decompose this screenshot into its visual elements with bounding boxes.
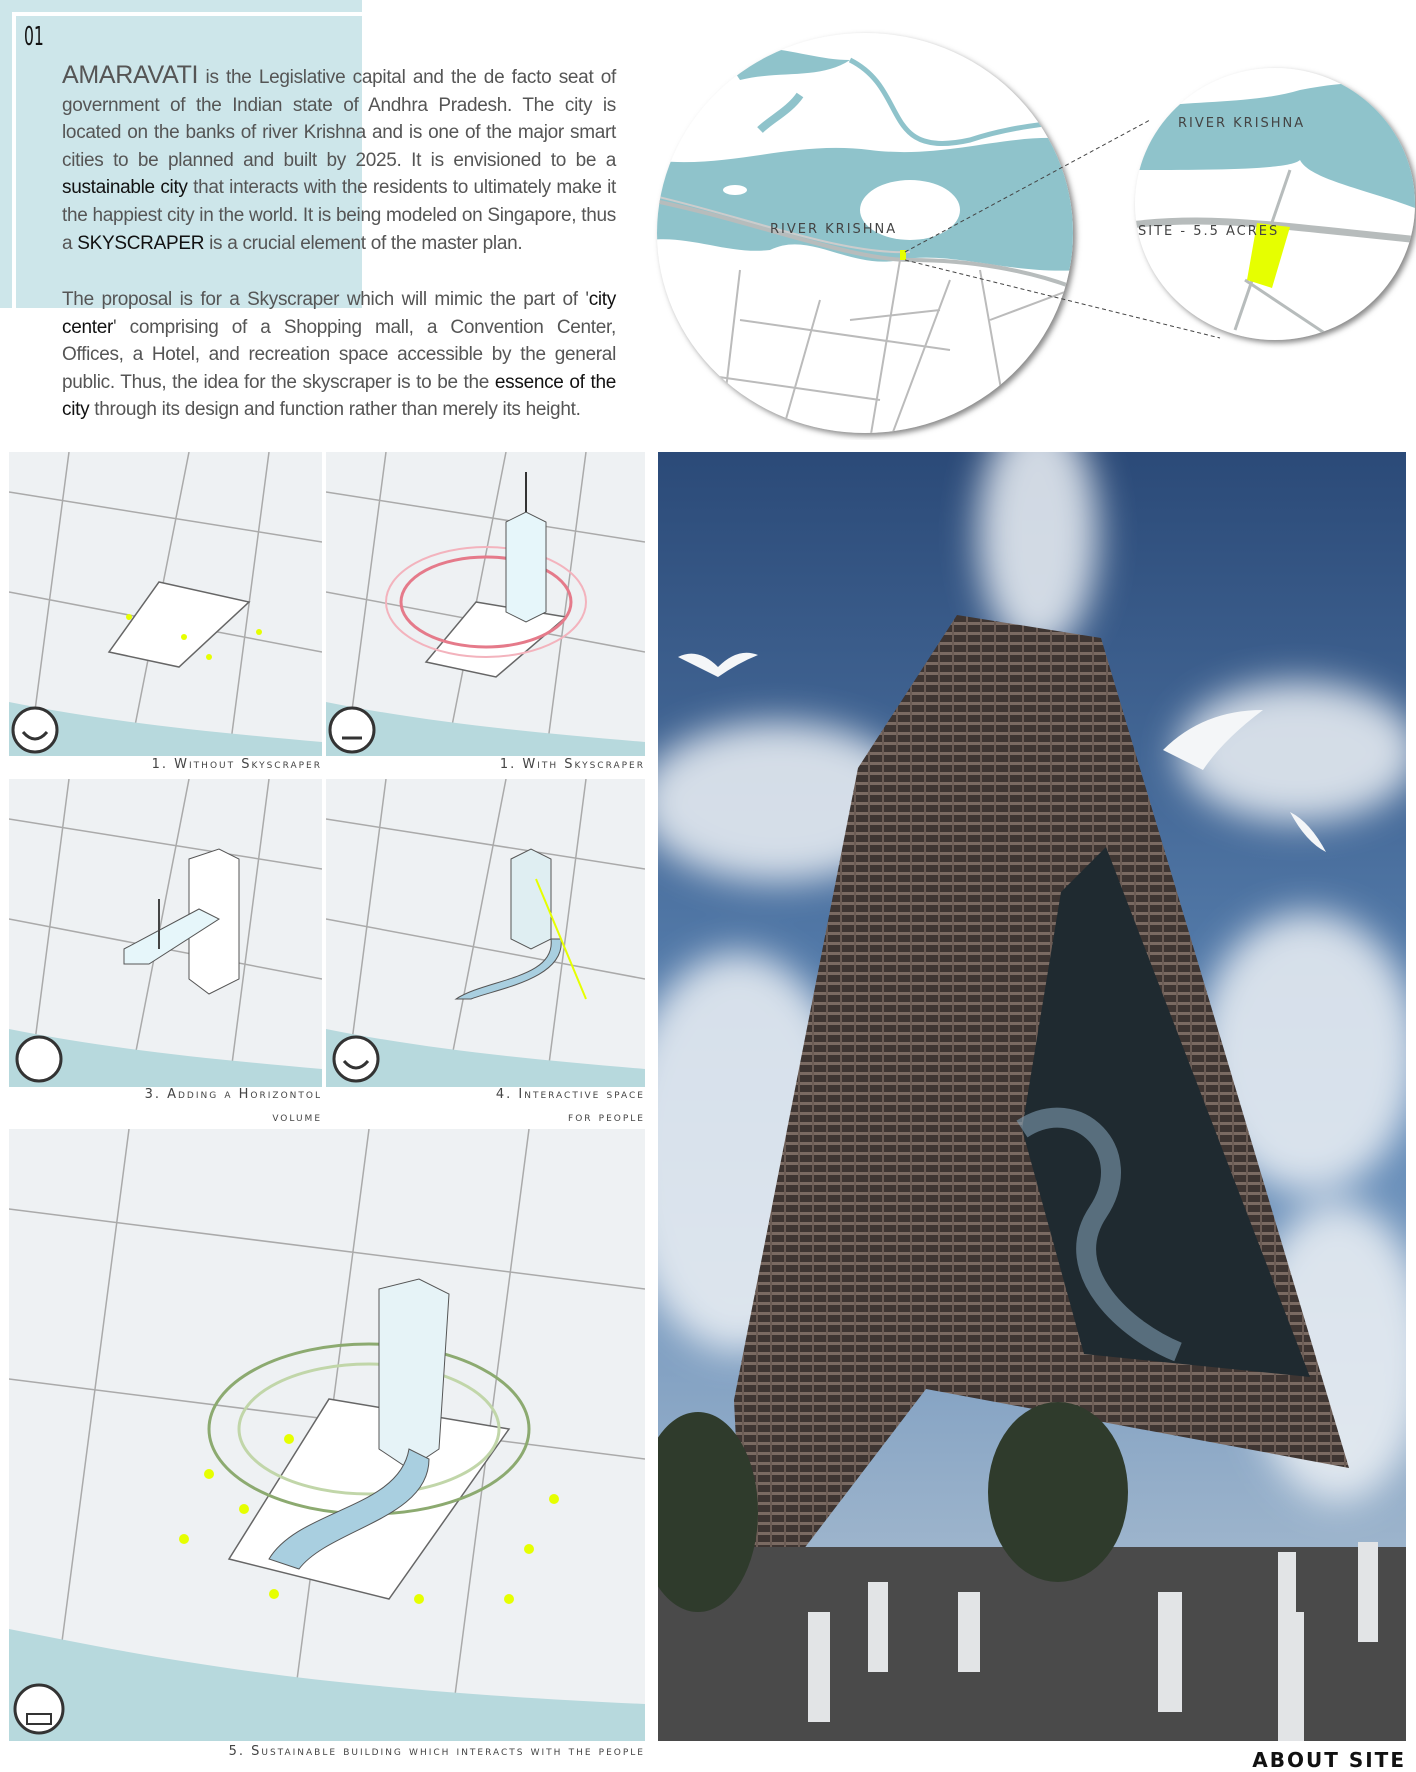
- about-site-title: ABOUT SITE: [1252, 1748, 1406, 1772]
- caption-2: 1. With Skyscraper: [499, 757, 645, 772]
- caption-3-line-1: 3. Adding a Horizontol: [144, 1087, 322, 1102]
- caption-1: 1. Without Skyscraper: [151, 757, 322, 772]
- caption-3-line-2: volume: [272, 1110, 322, 1125]
- diagram-horizontal-volume: [9, 779, 322, 1087]
- site-label: SITE - 5.5 ACRES: [1138, 224, 1280, 239]
- skyscraper-render-photo: [658, 452, 1406, 1741]
- caption-5: 5. Sustainable building which interacts with the people: [228, 1744, 645, 1759]
- highlight-city-center: city center: [62, 289, 616, 338]
- sheet-number: 01: [24, 22, 44, 52]
- text: The proposal is for a Skyscraper which will mimic the part of ': [62, 289, 589, 310]
- annoyed-face-icon: [330, 708, 374, 752]
- zoom-river-label: RIVER KRISHNA: [1178, 116, 1306, 131]
- highlight-sustainable-city: sustainable city: [62, 177, 188, 199]
- intro-paragraph-1: [62, 62, 616, 257]
- city-name: AMARAVATI: [62, 61, 199, 89]
- diagram-sustainable-building: [9, 1129, 645, 1741]
- caption-4-line-2: for people: [568, 1110, 645, 1125]
- happy-face-icon: [13, 708, 57, 752]
- text: ' comprising of a Shopping mall, a Convention Center, Offices, a Hotel, and recreation space accessible by the general public. Thus, the idea for the skyscraper is to be the: [62, 316, 616, 393]
- caption-4-line-1: 4. Interactive space: [495, 1087, 645, 1102]
- text: is a crucial element of the master plan.: [204, 232, 523, 254]
- diagram-without-skyscraper: [9, 452, 322, 756]
- highlight-skyscraper: SKYSCRAPER: [77, 232, 205, 254]
- intro-paragraph-2: [62, 286, 616, 424]
- text: that interacts with the residents to ultimately make it the happiest city in the world. It is being modeled on Singapore, thus a: [62, 177, 616, 254]
- text: through its design and function rather than merely its height.: [89, 399, 581, 421]
- happy-face-icon: [334, 1037, 378, 1081]
- river-label: RIVER KRISHNA: [770, 222, 898, 237]
- highlight-essence: essence of the city: [62, 371, 616, 421]
- diagram-with-skyscraper: [326, 452, 645, 756]
- confused-face-icon: [17, 1037, 61, 1081]
- text: is the Legislative capital and the de facto seat of government of the Indian state of Andhra Pradesh. The city is located on the banks of river Krishna and is one of the major smart cities to be planned and built by 2025. It is envisioned to be a: [62, 67, 616, 171]
- diagram-interactive-space: [326, 779, 645, 1087]
- site-location-map: [650, 20, 1416, 440]
- grinning-face-icon: [15, 1685, 63, 1733]
